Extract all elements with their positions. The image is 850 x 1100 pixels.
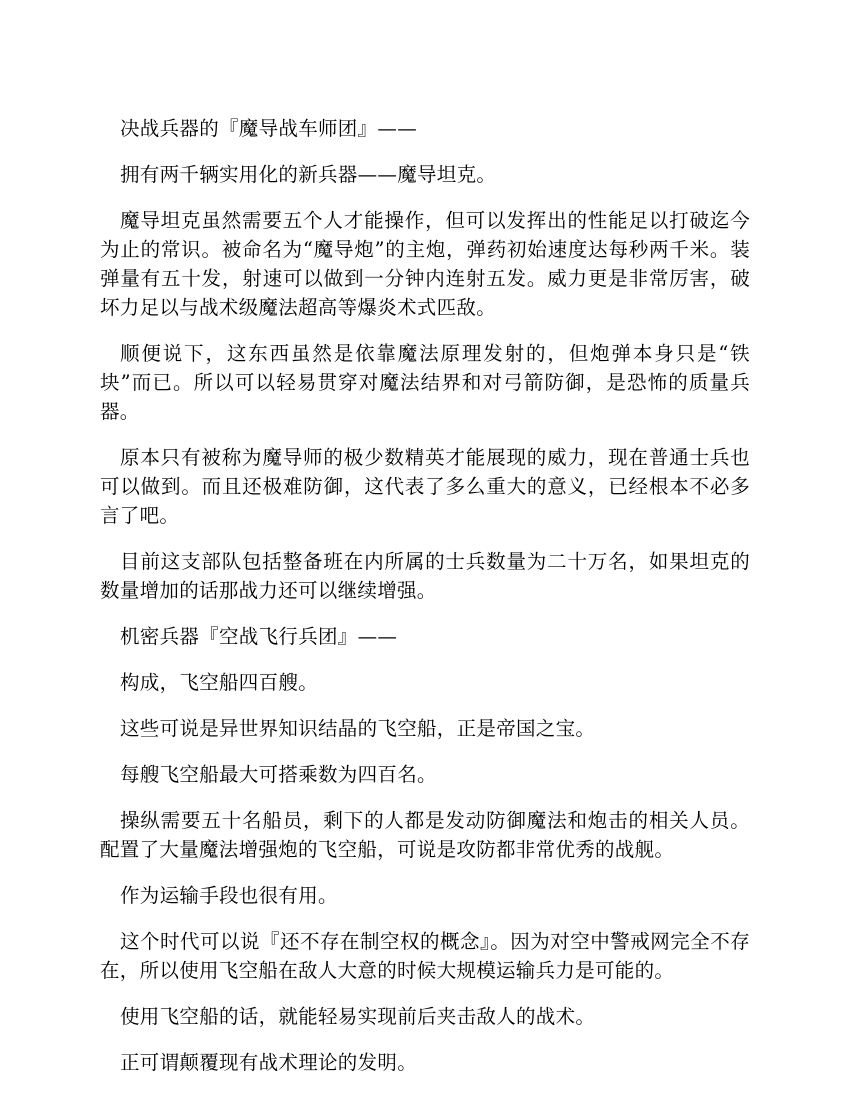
document-body: [100, 114, 750, 1094]
paragraph-3: 魔导坦克虽然需要五个人才能操作，但可以发挥出的性能足以打破迄今为止的常识。被命名为“魔导炮”的主炮，弹药初始速度达每秒两千米。装弹量有五十发，射速可以做到一分钟内连射五发。威力更是非常厉害，破坏力足以与战术级魔法超高等爆炎术式匹敌。: [100, 209, 750, 319]
paragraph-2: 拥有两千辆实用化的新兵器——魔导坦克。: [120, 163, 497, 186]
paragraph-14: 使用飞空船的话，就能轻易实现前后夹击敌人的战术。: [120, 1005, 596, 1028]
paragraph-5: 原本只有被称为魔导师的极少数精英才能展现的威力，现在普通士兵也可以做到。而且还极难防御，这代表了多么重大的意义，已经根本不必多言了吧。: [100, 446, 750, 527]
paragraph-8: 构成，飞空船四百艘。: [120, 671, 319, 694]
paragraph-7: 机密兵器『空战飞行兵团』——: [120, 625, 398, 648]
paragraph-1: 决战兵器的『魔导战车师团』——: [120, 117, 417, 140]
paragraph-12: 作为运输手段也很有用。: [120, 884, 338, 907]
paragraph-11: 操纵需要五十名船员，剩下的人都是发动防御魔法和炮击的相关人员。配置了大量魔法增强炮的飞空船，可说是攻防都非常优秀的战舰。: [100, 809, 750, 861]
paragraph-6: 目前这支部队包括整备班在内所属的士兵数量为二十万名，如果坦克的数量增加的话那战力还可以继续增强。: [100, 550, 750, 602]
paragraph-10: 每艘飞空船最大可搭乘数为四百名。: [120, 763, 437, 786]
paragraph-4: 顺便说下，这东西虽然是依靠魔法原理发射的，但炮弹本身只是“铁块”而已。所以可以轻易贯穿对魔法结界和对弓箭防御，是恐怖的质量兵器。: [100, 342, 750, 423]
paragraph-13: 这个时代可以说『还不存在制空权的概念』。因为对空中警戒网完全不存在，所以使用飞空船在敌人大意的时候大规模运输兵力是可能的。: [100, 930, 750, 982]
paragraph-15: 正可谓颠覆现有战术理论的发明。: [120, 1051, 418, 1074]
paragraph-9: 这些可说是异世界知识结晶的飞空船，正是帝国之宝。: [120, 717, 596, 740]
